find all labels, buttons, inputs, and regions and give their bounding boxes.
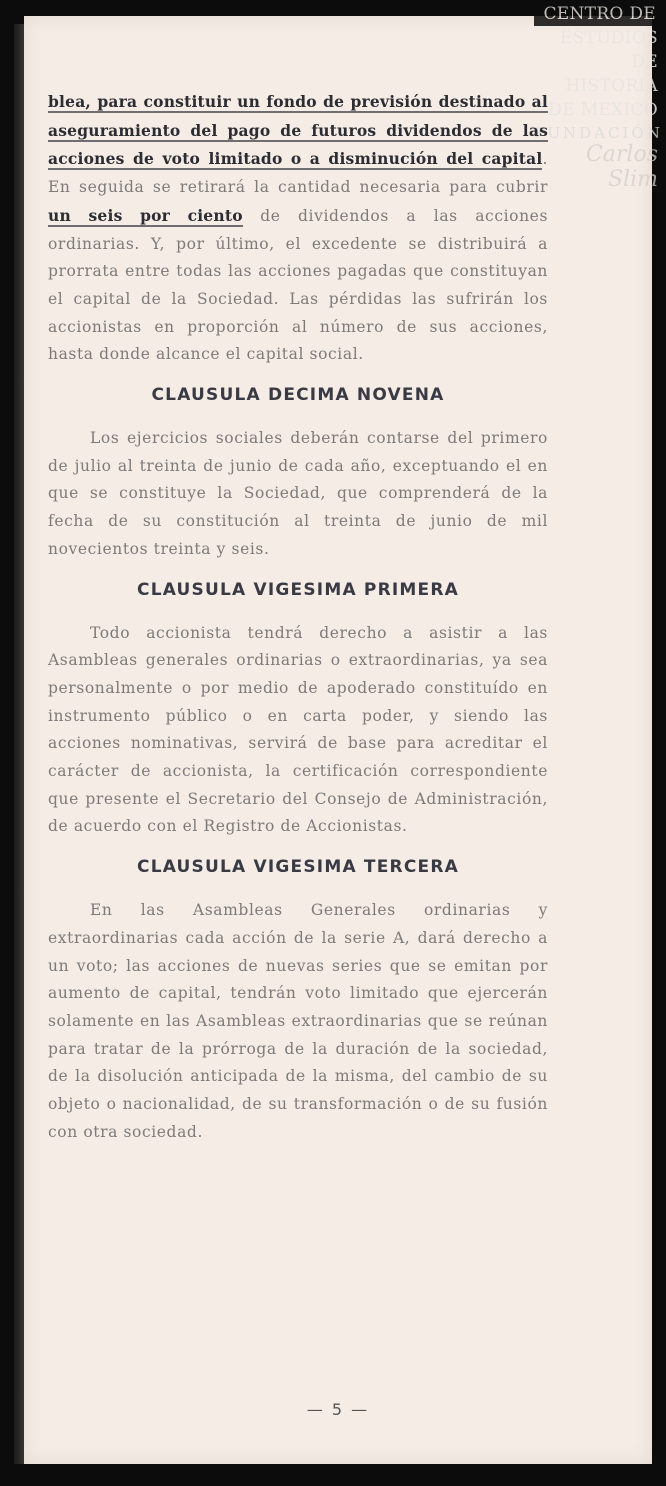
clause-heading: CLAUSULA VIGESIMA PRIMERA bbox=[137, 579, 459, 600]
watermark-signature: Carlos Slim bbox=[585, 142, 658, 192]
document-body bbox=[48, 88, 548, 1147]
watermark-line: CENTRO DE bbox=[534, 2, 658, 26]
watermark-line: DE MEXICO bbox=[548, 100, 658, 120]
watermark-foundation: FUNDACIÓN bbox=[534, 124, 663, 142]
body-text: de dividendos a las acciones ordinarias. Y, por último, el excedente se distribuirá a prorrata entre todas las acciones pagadas que constituyan el capital de la Sociedad. Las pérdidas las sufrirán los accionistas en proporción al número de sus acciones, hasta donde alcance el capital social. bbox=[48, 206, 549, 364]
clause-heading: CLAUSULA DECIMA NOVENA bbox=[151, 385, 445, 406]
underlined-text: blea, para constituir un fondo de previsión destinado al aseguramiento del pago de futuros dividendos de las acciones de voto limitado o a disminución del capital bbox=[48, 92, 548, 169]
page-number: — 5 — bbox=[306, 1400, 370, 1419]
clause-paragraph: En las Asambleas Generales ordinarias y extraordinarias cada acción de la serie A, dará derecho a un voto; las acciones de nuevas series que se emitan por aumento de capital, tendrán voto limitado que ejercerán solamente en las Asambleas extraordinarias que se reúnan para tratar de la prórroga de la duración de la sociedad, de la disolución anticipada de la misma, del cambio de su objeto o nacionalidad, de su transformación o de su fusión con otra sociedad. bbox=[48, 901, 548, 1141]
clause-heading: CLAUSULA VIGESIMA TERCERA bbox=[137, 857, 459, 878]
underlined-text: un seis por ciento bbox=[48, 205, 243, 225]
clause-paragraph: Todo accionista tendrá derecho a asistir a las Asambleas generales ordinarias o extraordinarias, ya sea personalmente o por medio de apoderado constituído en instrumento público o en carta poder, y siendo las acciones nominativas, servirá de base para acreditar el carácter de accionista, la certificación correspondiente que presente el Secretario del Consejo de Administración, de acuerdo con el Registro de Accionistas. bbox=[48, 623, 548, 836]
body-text: . En seguida se retirará la cantidad necesaria para cubrir bbox=[48, 150, 548, 197]
watermark-line: ESTUDIOS bbox=[559, 28, 658, 48]
paragraph-continuation bbox=[48, 88, 548, 369]
clause-paragraph: Los ejercicios sociales deberán contarse del primero de julio al treinta de junio de cada año, exceptuando el en que se constituye la Sociedad, que comprenderá de la fecha de su constitución al treinta de junio de mil novecientos treinta y seis. bbox=[48, 429, 548, 558]
archive-watermark bbox=[534, 2, 663, 192]
page-edge-shadow bbox=[14, 24, 24, 1464]
watermark-line: DE HISTORIA bbox=[565, 52, 658, 96]
